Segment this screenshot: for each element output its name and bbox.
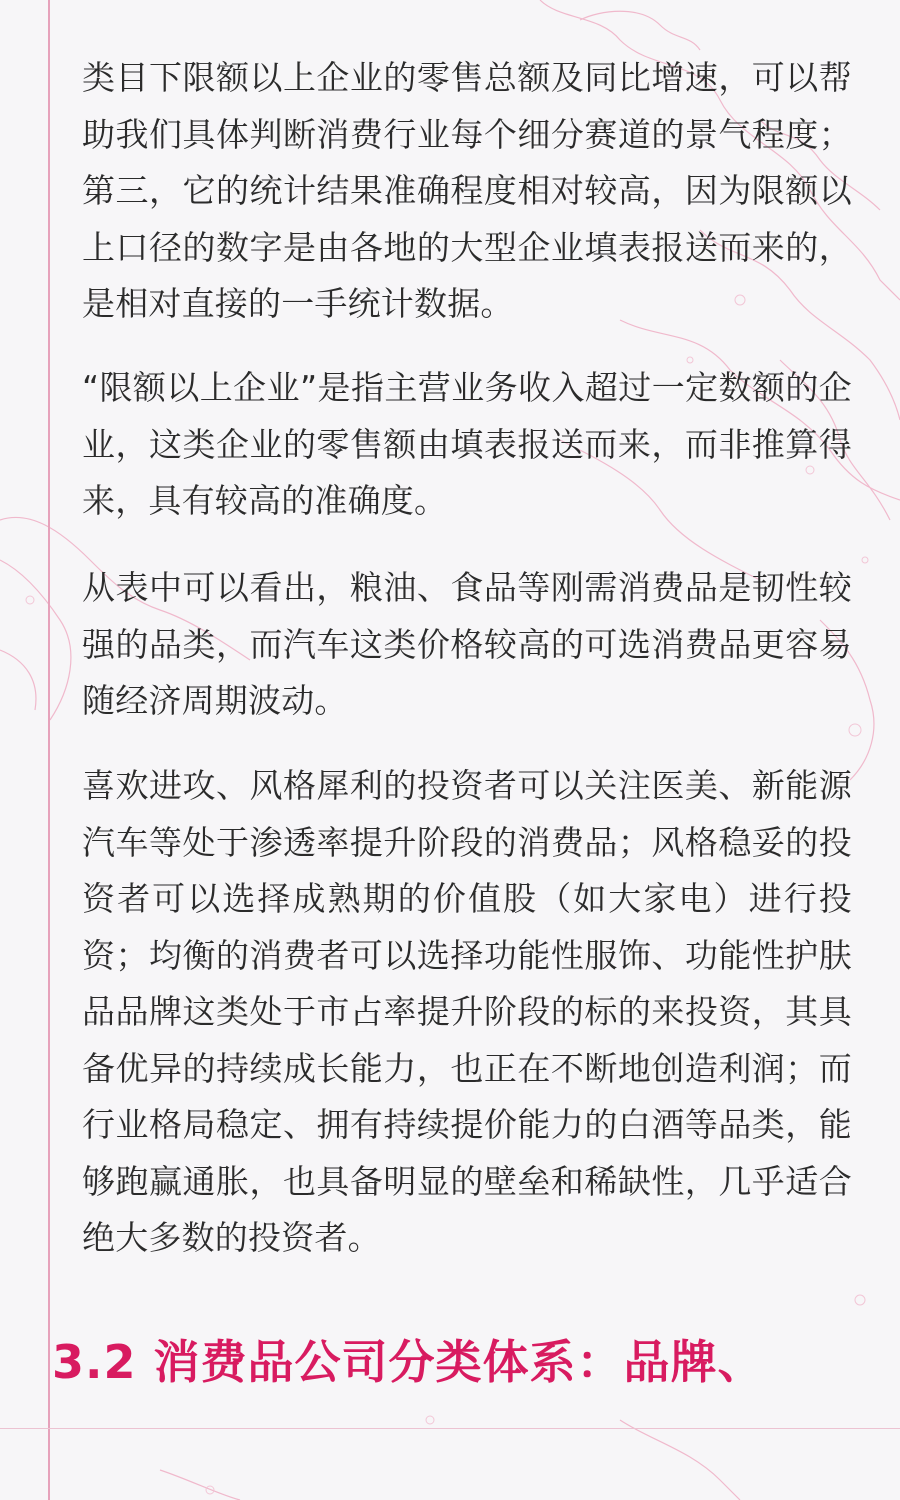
paragraph-3: 从表中可以看出，粮油、食品等刚需消费品是韧性较强的品类，而汽车这类价格较高的可选消费品更容易随经济周期波动。 xyxy=(82,568,852,720)
left-margin-line xyxy=(48,0,50,1500)
bottom-divider xyxy=(0,1428,900,1429)
section-heading: 3.2 消费品公司分类体系：品牌、 xyxy=(52,1335,765,1389)
paragraph-4: 喜欢进攻、风格犀利的投资者可以关注医美、新能源汽车等处于渗透率提升阶段的消费品；风格稳妥的投资者可以选择成熟期的价值股（如大家电）进行投资；均衡的消费者可以选择功能性服饰、功能性护肤品品牌这类处于市占率提升阶段的标的来投资，其具备优异的持续成长能力，也正在不断地创造利润；而行业格局稳定、拥有持续提价能力的白酒等品类，能够跑赢通胀，也具备明显的壁垒和稀缺性，几乎适合绝大多数的投资者。 xyxy=(82,766,852,1257)
paragraph-2: “限额以上企业”是指主营业务收入超过一定数额的企业，这类企业的零售额由填表报送而来，而非推算得来，具有较高的准确度。 xyxy=(82,368,852,520)
paragraph-1: 类目下限额以上企业的零售总额及同比增速，可以帮助我们具体判断消费行业每个细分赛道的景气程度；第三，它的统计结果准确程度相对较高，因为限额以上口径的数字是由各地的大型企业填表报送而来的，是相对直接的一手统计数据。 xyxy=(82,58,852,323)
